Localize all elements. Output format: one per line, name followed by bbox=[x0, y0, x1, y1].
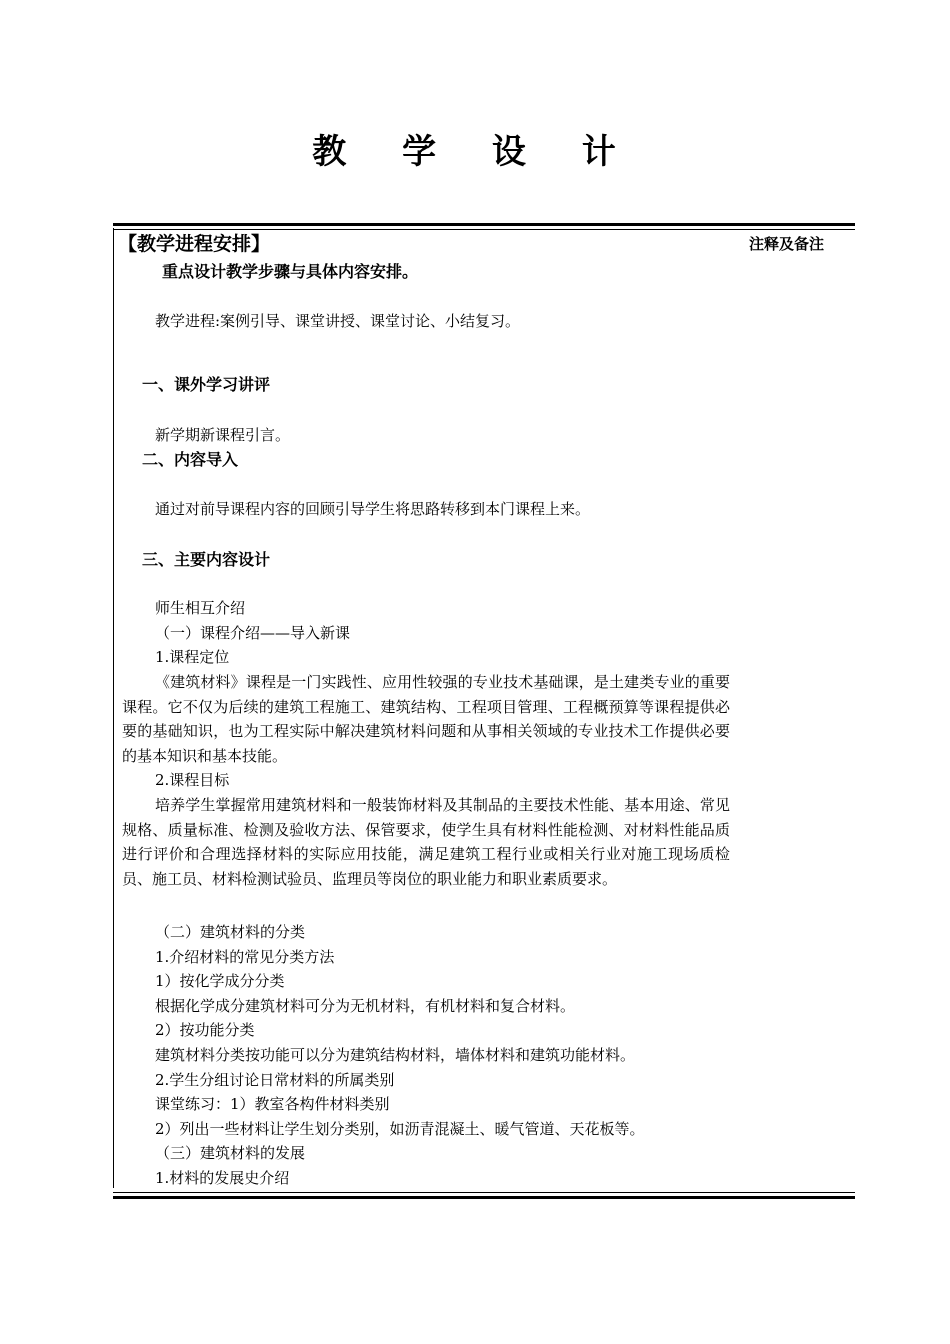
list-item: 2.学生分组讨论日常材料的所属类别 bbox=[155, 1070, 395, 1089]
subtitle: 重点设计教学步骤与具体内容安排。 bbox=[162, 262, 419, 281]
bottom-rule-thick bbox=[113, 1196, 855, 1199]
list-item: 1.介绍材料的常见分类方法 bbox=[155, 947, 335, 966]
list-item: 2）列出一些材料让学生划分类别，如沥青混凝土、暖气管道、天花板等。 bbox=[155, 1119, 645, 1138]
section-2-body: 通过对前导课程内容的回顾引导学生将思路转移到本门课程上来。 bbox=[155, 500, 591, 518]
section-1-body: 新学期新课程引言。 bbox=[155, 426, 291, 444]
course-goal-line bbox=[155, 768, 229, 793]
section-2-heading: 二、内容导入 bbox=[142, 450, 239, 469]
section-label: 【教学进程安排】 bbox=[118, 233, 271, 255]
section-1-heading: 一、课外学习讲评 bbox=[142, 375, 271, 394]
page-title: 教 学 设 计 bbox=[312, 132, 638, 172]
list-item: 课堂练习：1）教室各构件材料类别 bbox=[155, 1095, 390, 1114]
list-item: 1）按化学成分分类 bbox=[155, 972, 285, 991]
list-item: （二）建筑材料的分类 bbox=[155, 923, 306, 941]
list-item: （一）课程介绍——导入新课 bbox=[155, 623, 351, 642]
list-item: 1.材料的发展史介绍 bbox=[155, 1168, 290, 1187]
list-item: （三）建筑材料的发展 bbox=[155, 1144, 306, 1163]
list-item: 1.课程定位 bbox=[155, 648, 230, 667]
section-3-lines-a bbox=[155, 596, 350, 670]
list-item: 根据化学成分建筑材料可分为无机材料，有机材料和复合材料。 bbox=[155, 996, 576, 1015]
list-item: 2.课程目标 bbox=[155, 771, 230, 789]
section-3-lines-b bbox=[155, 920, 645, 1191]
section-3-heading: 三、主要内容设计 bbox=[142, 550, 271, 569]
list-item: 建筑材料分类按功能可以分为建筑结构材料，墙体材料和建筑功能材料。 bbox=[155, 1045, 636, 1064]
bottom-rule-thin bbox=[113, 1192, 855, 1193]
course-goal-paragraph: 培养学生掌握常用建筑材料和一般装饰材料及其制品的主要技术性能、基本用途、常见规格、质量标准、检测及验收方法、保管要求，使学生具有材料性能检测、对材料性能品质进行评价和合理选择材料的实际应用技能，满足建筑工程行业或相关行业对施工现场质检员、施工员、材料检测试验员、监理员等岗位的职业能力和职业素质要求。 bbox=[122, 796, 730, 888]
list-item: 2）按功能分类 bbox=[155, 1021, 255, 1040]
course-position-paragraph: 《建筑材料》课程是一门实践性、应用性较强的专业技术基础课，是土建类专业的重要课程。它不仅为后续的建筑工程施工、建筑结构、工程项目管理、工程概预算等课程提供必要的基础知识，也为工程实际中解决建筑材料问题和从事相关领域的专业技术工作提供必要的基本知识和基本技能。 bbox=[122, 673, 730, 765]
notes-label: 注释及备注 bbox=[749, 235, 825, 253]
intro-text: 教学进程:案例引导、课堂讲授、课堂讨论、小结复习。 bbox=[155, 312, 521, 330]
top-rule-thick bbox=[113, 223, 855, 226]
left-border bbox=[113, 228, 114, 1188]
list-item: 师生相互介绍 bbox=[155, 599, 246, 617]
